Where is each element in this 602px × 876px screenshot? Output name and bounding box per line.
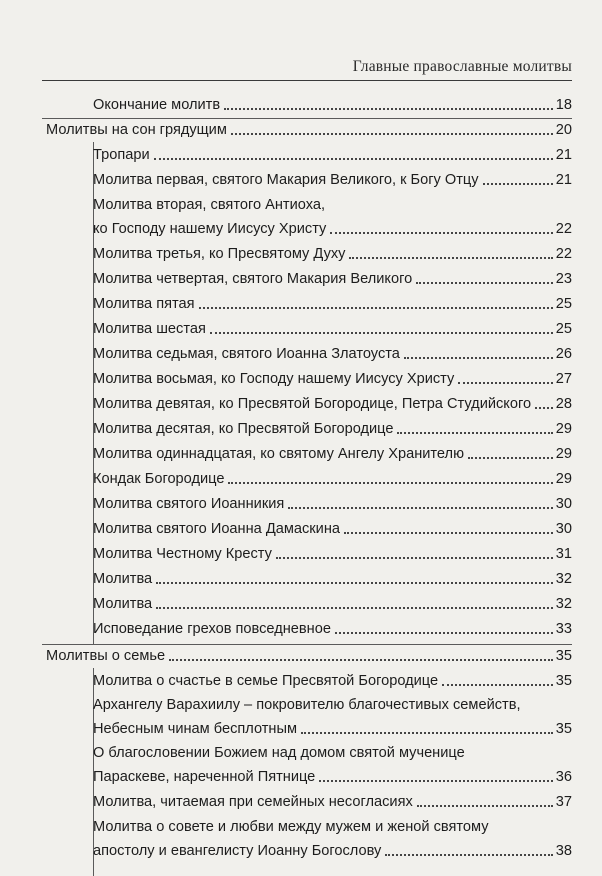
leader-dots xyxy=(156,607,553,609)
leader-dots xyxy=(458,382,552,384)
toc-entry-title: Исповедание грехов повседневное xyxy=(93,621,331,637)
leader-dots xyxy=(288,507,553,509)
toc-entry-page: 18 xyxy=(555,97,572,113)
toc-entry-page: 32 xyxy=(555,596,572,612)
leader-dots xyxy=(210,332,553,334)
toc-section-entry[interactable] xyxy=(46,121,572,139)
toc-entry[interactable] xyxy=(93,545,572,563)
toc-entry[interactable] xyxy=(93,842,572,860)
toc-entry-page: 27 xyxy=(555,371,572,387)
toc-entry-title: Молитва седьмая, святого Иоанна Златоуста xyxy=(93,346,400,362)
toc-entry[interactable] xyxy=(93,520,572,538)
leader-dots xyxy=(442,684,553,686)
leader-dots xyxy=(301,732,553,734)
toc-entry-title: Молитва xyxy=(93,596,153,612)
toc-entry-title: Молитва одиннадцатая, ко святому Ангелу Хранителю xyxy=(93,446,465,462)
toc-entry[interactable] xyxy=(93,270,572,288)
toc-entry-title: Молитва восьмая, ко Господу нашему Иисусу Христу xyxy=(93,371,455,387)
toc-entry-title: Молитва пятая xyxy=(93,296,195,312)
toc-entry-page: 25 xyxy=(555,296,572,312)
toc-entry-page: 36 xyxy=(555,769,572,785)
leader-dots xyxy=(169,659,553,661)
toc-entry-page: 21 xyxy=(555,147,572,163)
toc-entry-title: Молитва девятая, ко Пресвятой Богородице, Петра Студийского xyxy=(93,396,532,412)
toc-entry[interactable] xyxy=(93,420,572,438)
toc-entry-title: Небесным чинам бесплотным xyxy=(93,721,298,737)
toc-entry-title: Молитва, читаемая при семейных несогласиях xyxy=(93,794,413,810)
toc-entry-title: Молитва о счастье в семье Пресвятой Богородице xyxy=(93,673,439,689)
toc-entry[interactable] xyxy=(93,245,572,263)
toc-entry-page: 29 xyxy=(555,421,572,437)
leader-dots xyxy=(224,108,553,110)
toc-entry-page: 37 xyxy=(555,794,572,810)
toc-entry[interactable] xyxy=(93,146,572,164)
toc-entry[interactable] xyxy=(93,595,572,613)
toc-entry-title-line1: Молитва вторая, святого Антиоха, xyxy=(93,197,326,213)
leader-dots xyxy=(404,357,553,359)
toc-entry[interactable] xyxy=(93,320,572,338)
leader-dots xyxy=(468,457,553,459)
toc-entry-page: 22 xyxy=(555,246,572,262)
toc-entry-page: 35 xyxy=(555,721,572,737)
toc-entry-title: ко Господу нашему Иисусу Христу xyxy=(93,221,327,237)
toc-entry[interactable] xyxy=(93,96,572,114)
leader-dots xyxy=(231,133,553,135)
leader-dots xyxy=(349,257,552,259)
toc-entry-title: Молитва святого Иоанна Дамаскина xyxy=(93,521,340,537)
leader-dots xyxy=(417,805,553,807)
leader-dots xyxy=(535,407,553,409)
toc-entry-title: Молитва четвертая, святого Макария Великого xyxy=(93,271,413,287)
toc-entry-page: 20 xyxy=(555,122,572,138)
leader-dots xyxy=(199,307,553,309)
toc-entry[interactable] xyxy=(93,720,572,738)
toc-entry-title: Кондак Богородице xyxy=(93,471,225,487)
leader-dots xyxy=(335,632,553,634)
toc-entry-title: Молитва Честному Кресту xyxy=(93,546,272,562)
toc-entry-page: 25 xyxy=(555,321,572,337)
toc-entry-page: 29 xyxy=(555,446,572,462)
section-separator xyxy=(42,118,572,119)
section-separator xyxy=(42,644,572,645)
toc-entry[interactable] xyxy=(93,370,572,388)
toc-entry-title: апостолу и евангелисту Иоанну Богослову xyxy=(93,843,382,859)
toc-entry-title: Молитва третья, ко Пресвятому Духу xyxy=(93,246,346,262)
toc-section-title: Молитвы о семье xyxy=(46,648,166,664)
toc-entry-page: 35 xyxy=(555,673,572,689)
toc-entry-page: 21 xyxy=(555,172,572,188)
toc-entry-page: 23 xyxy=(555,271,572,287)
toc-entry[interactable] xyxy=(93,171,572,189)
leader-dots xyxy=(397,432,552,434)
toc-entry-page: 30 xyxy=(555,521,572,537)
section-rule xyxy=(93,142,94,644)
toc-entry-page: 33 xyxy=(555,621,572,637)
toc-entry-title-line1: Архангелу Варахиилу – покровителю благочестивых семейств, xyxy=(93,697,521,713)
toc-entry-page: 32 xyxy=(555,571,572,587)
toc-entry[interactable] xyxy=(93,395,572,413)
leader-dots xyxy=(483,183,553,185)
toc-entry-page: 30 xyxy=(555,496,572,512)
toc-entry-title: Тропари xyxy=(93,147,150,163)
running-title: Главные православные молитвы xyxy=(352,58,572,75)
toc-entry-page: 28 xyxy=(555,396,572,412)
toc-entry[interactable] xyxy=(93,793,572,811)
leader-dots xyxy=(344,532,553,534)
toc-entry-page: 26 xyxy=(555,346,572,362)
toc-entry-page: 35 xyxy=(555,648,572,664)
toc-entry-title-line1: Молитва о совете и любви между мужем и женой святому xyxy=(93,819,489,835)
toc-entry-page: 31 xyxy=(555,546,572,562)
leader-dots xyxy=(385,854,552,856)
toc-entry-page: 29 xyxy=(555,471,572,487)
leader-dots xyxy=(276,557,553,559)
toc-entry[interactable] xyxy=(93,620,572,638)
toc-entry-title: Молитва xyxy=(93,571,153,587)
toc-entry-page: 38 xyxy=(555,843,572,859)
toc-entry[interactable] xyxy=(93,570,572,588)
toc-entry-title-line1: О благословении Божием над домом святой мученице xyxy=(93,745,465,761)
toc-entry-title: Параскеве, нареченной Пятнице xyxy=(93,769,316,785)
leader-dots xyxy=(156,582,553,584)
toc-entry-title: Молитва первая, святого Макария Великого, к Богу Отцу xyxy=(93,172,479,188)
toc-entry-title: Молитва святого Иоанникия xyxy=(93,496,285,512)
toc-entry[interactable] xyxy=(93,672,572,690)
toc-entry[interactable] xyxy=(93,470,572,488)
toc-entry[interactable] xyxy=(93,495,572,513)
toc-entry[interactable] xyxy=(93,445,572,463)
toc-entry[interactable] xyxy=(93,295,572,313)
toc-entry[interactable] xyxy=(93,345,572,363)
leader-dots xyxy=(330,232,552,234)
toc-entry-title: Молитва шестая xyxy=(93,321,206,337)
toc-entry-page: 22 xyxy=(555,221,572,237)
page-header xyxy=(42,54,572,81)
leader-dots xyxy=(228,482,552,484)
toc-section-entry[interactable] xyxy=(46,647,572,665)
leader-dots xyxy=(154,158,553,160)
leader-dots xyxy=(319,780,552,782)
leader-dots xyxy=(416,282,553,284)
toc-entry[interactable] xyxy=(93,768,572,786)
toc-section-title: Молитвы на сон грядущим xyxy=(46,122,227,138)
toc-entry[interactable] xyxy=(93,220,572,238)
toc-entry-title: Молитва десятая, ко Пресвятой Богородице xyxy=(93,421,394,437)
toc-entry-title: Окончание молитв xyxy=(93,97,221,113)
